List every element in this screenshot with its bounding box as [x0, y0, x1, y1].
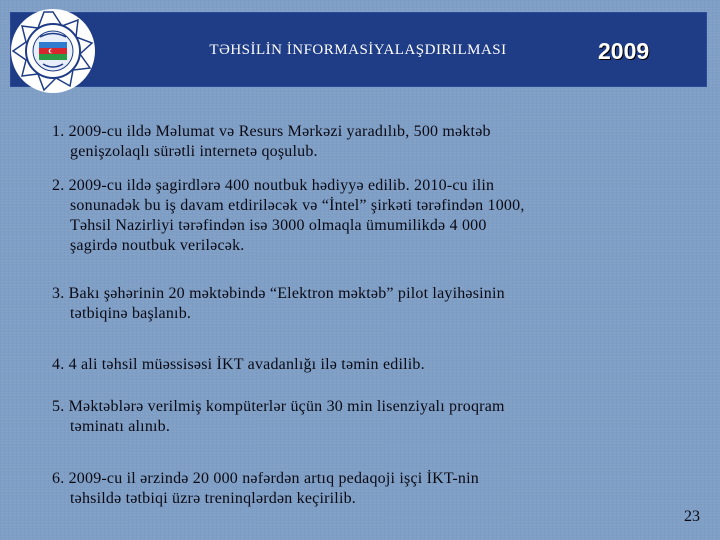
list-item-line: 5. Məktəblərə verilmiş kompüterlər üçün 30 min lisenziyalı proqram [52, 398, 505, 415]
page-title: TƏHSİLİN İNFORMASİYALAŞDIRILMASI [209, 42, 507, 58]
list-item-line: 6. 2009-cu il ərzində 20 000 nəfərdən artıq pedaqoji işçi İKT-nin [52, 470, 479, 487]
page-number: 23 [684, 508, 700, 525]
list-item-4 [52, 355, 674, 375]
year-label: 2009 [598, 38, 650, 64]
list-item-1 [52, 122, 674, 162]
list-item-line: 4. 4 ali təhsil müəssisəsi İKT avadanlığı ilə təmin edilib. [52, 356, 425, 373]
list-item-line: 1. 2009-cu ildə Məlumat və Resurs Mərkəzi yaradılıb, 500 məktəb [52, 123, 491, 140]
list-item-line: sonunadək bu iş davam etdiriləcək və “İntel” şirkəti tərəfindən 1000, [70, 197, 525, 214]
list-item-3 [52, 284, 674, 324]
list-item-2 [52, 176, 674, 256]
list-item-5 [52, 397, 674, 437]
list-item-line: Təhsil Nazirliyi tərəfindən isə 3000 olmaqla ümumilikdə 4 000 [70, 217, 487, 234]
list-item-6 [52, 469, 674, 509]
list-item-line: 3. Bakı şəhərinin 20 məktəbində “Elektron məktəb” pilot layihəsinin [52, 285, 505, 302]
list-item-line: 2. 2009-cu ildə şagirdlərə 400 noutbuk hədiyyə edilib. 2010-cu ilin [52, 177, 495, 194]
list-item-line: təhsildə tətbiqi üzrə treninqlərdən keçirilib. [70, 490, 356, 507]
list-item-line: tətbiqinə başlanıb. [70, 305, 192, 322]
list-item-line: şagirdə noutbuk veriləcək. [70, 237, 245, 254]
list-item-line: təminatı alınıb. [70, 418, 171, 435]
list-item-line: genişzolaqlı sürətli internetə qoşulub. [70, 143, 318, 160]
